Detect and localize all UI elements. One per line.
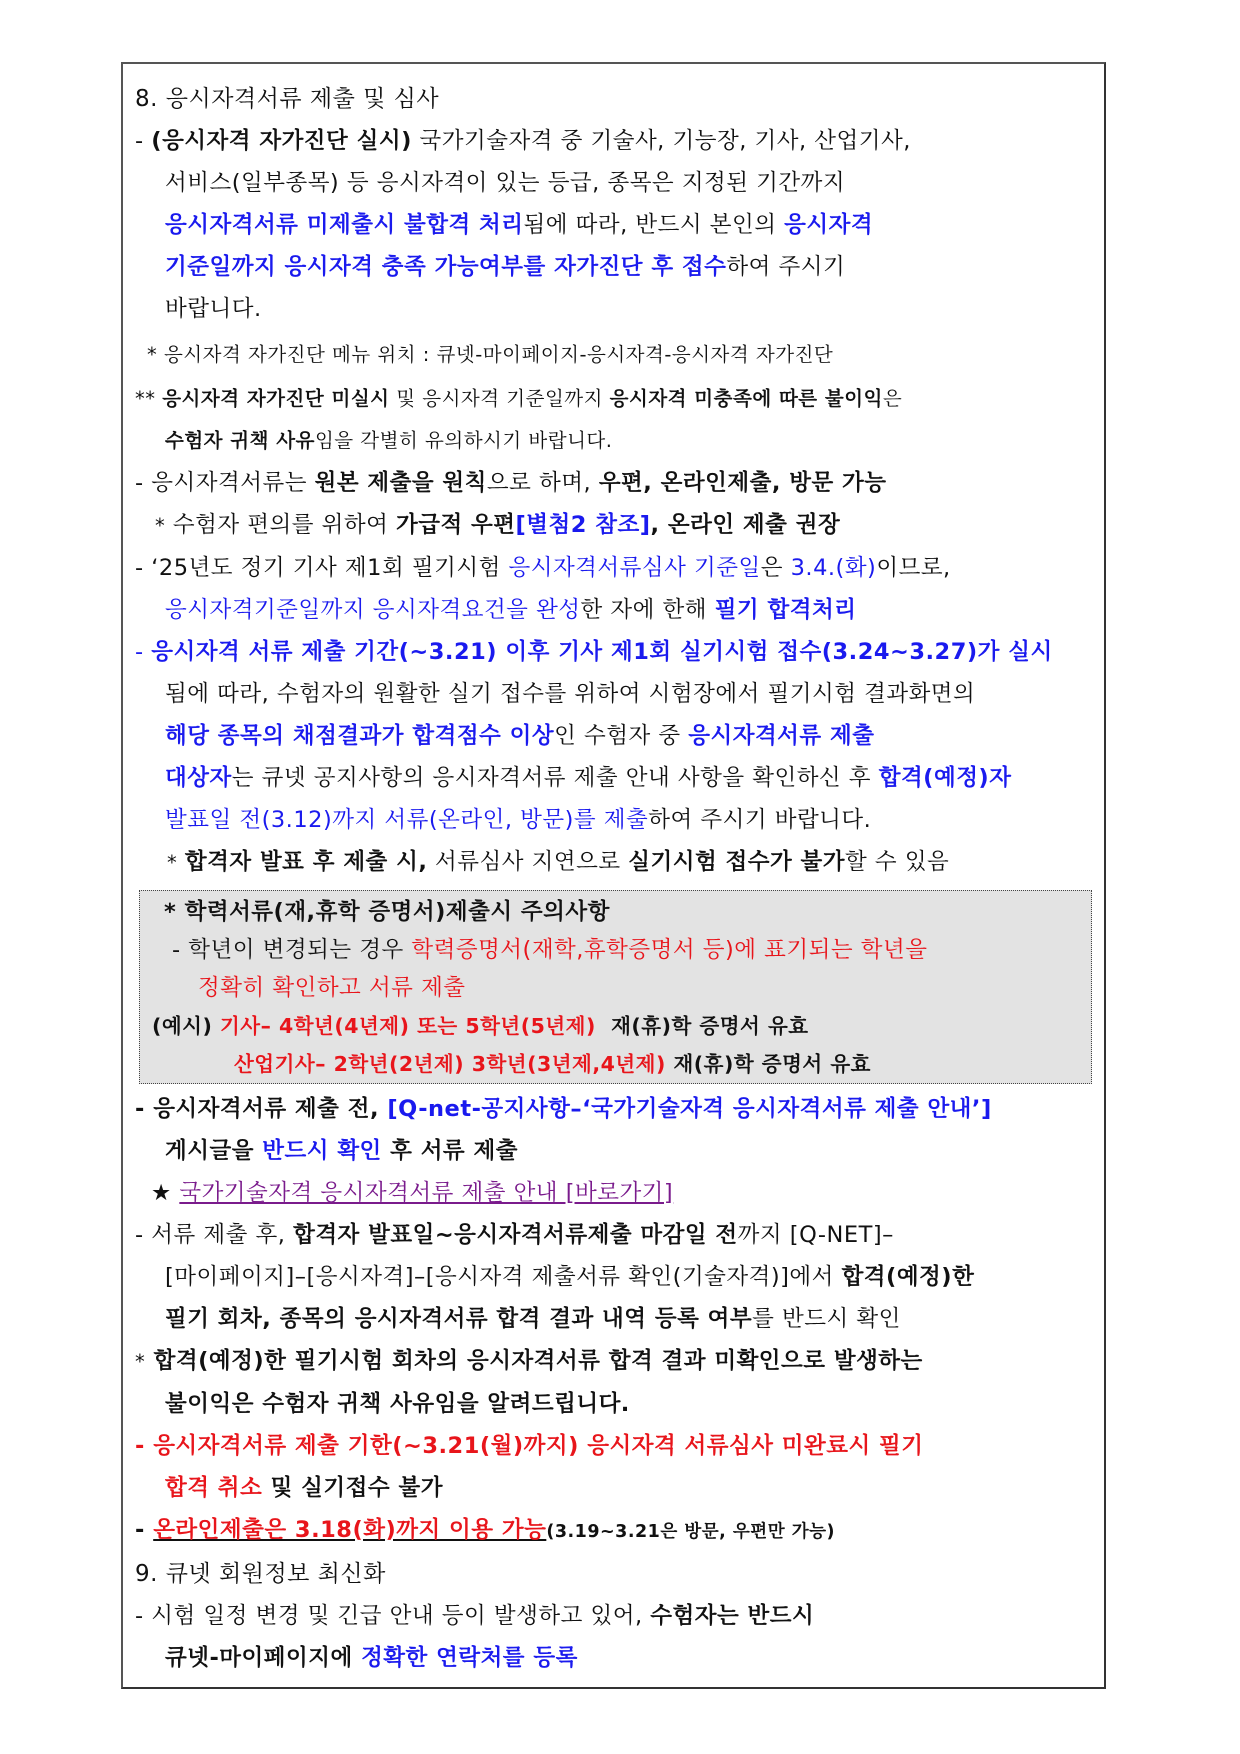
dash: - (135, 470, 144, 496)
submission-guide-link[interactable]: 국가기술자격 응시자격서류 제출 안내 [바로가기] (179, 1180, 674, 1206)
highlight-red: 산업기사– 2학년(2년제) 3학년(3년제,4년제) (234, 1052, 666, 1076)
after-submit-line-1 (135, 1214, 1092, 1256)
note-penalty-line-2 (135, 420, 1092, 462)
bold-text: 게시글을 (165, 1138, 263, 1164)
dash: - (135, 128, 144, 154)
bold-text: 응시자격 미충족에 따른 불이익 (609, 387, 883, 410)
text: 및 응시자격 기준일까지 (389, 387, 610, 410)
period-line-4 (135, 757, 1092, 799)
bold-text: 합격자 발표일~응시자격서류제출 마감일 전 (293, 1222, 738, 1248)
highlight-blue: 반드시 확인 (262, 1138, 382, 1164)
edu-box-line-2: 정확히 확인하고 서류 제출 (198, 975, 466, 1001)
document-frame (121, 62, 1106, 1689)
section-8-title: 8. 응시자격서류 제출 및 심사 (135, 86, 440, 112)
highlight-blue: 응시자격서류심사 기준일 (508, 555, 761, 581)
document-content (135, 78, 1092, 1679)
text: 시험 일정 변경 및 긴급 안내 등이 발생하고 있어, (151, 1603, 651, 1629)
text: 인 수험자 중 (554, 723, 689, 749)
text: 으로 하며, (486, 470, 599, 496)
dash: - (135, 639, 144, 665)
bold-text: 응시자격서류 제출 전, (153, 1096, 380, 1122)
dash: - (135, 1433, 145, 1459)
bold-text: 큐넷-마이페이지에 (165, 1645, 362, 1671)
self-check-line-3 (135, 204, 1092, 246)
shortcut-line (135, 1172, 1092, 1214)
self-check-line-2: 서비스(일부종목) 등 응시자격이 있는 등급, 종목은 지정된 기간까지 (165, 170, 846, 196)
star-icon: ★ (151, 1180, 172, 1206)
small-note: (3.19~3.21은 방문, 우편만 가능) (546, 1522, 836, 1542)
highlight-red: 학력증명서(재학,휴학증명서 등)에 표기되는 학년을 (411, 937, 928, 963)
text: 할 수 있음 (845, 849, 950, 875)
self-check-line-5: 바랍니다. (165, 296, 262, 322)
online-deadline-line (135, 1509, 1092, 1553)
period-line-5 (135, 799, 1092, 841)
text: 는 큐넷 공지사항의 응시자격서류 제출 안내 사항을 확인하신 후 (231, 765, 879, 791)
section-9-line-2 (135, 1637, 1092, 1679)
bold-text: 합격(예정)한 (841, 1264, 975, 1290)
education-docs-notice-box (139, 890, 1092, 1084)
asterisk: * (135, 1350, 146, 1373)
text: 국가기술자격 중 기술사, 기능장, 기사, 산업기사, (411, 128, 911, 154)
highlight-blue: 응시자격서류 제출 (688, 723, 875, 749)
highlight-blue: 해당 종목의 채점결과가 합격점수 이상 (165, 723, 555, 749)
deadline-line-2 (135, 1467, 1092, 1509)
highlight-blue: 대상자 (165, 765, 232, 791)
dash: - (135, 1517, 145, 1543)
text: 응시자격 자가진단 메뉴 위치 : 큐넷-마이페이지-응시자격-응시자격 자가진단 (163, 343, 834, 366)
highlight-blue: 응시자격기준일까지 응시자격요건을 완성 (165, 597, 581, 623)
double-asterisk: ** (135, 387, 156, 410)
dash: - (135, 1096, 145, 1122)
base-date-line-2 (135, 589, 1092, 631)
text: ‘25년도 정기 기사 제1회 필기시험 (151, 555, 509, 581)
text: 은 (882, 387, 903, 410)
text: 학년이 변경되는 경우 (188, 937, 412, 963)
text: 를 반드시 확인 (752, 1306, 901, 1332)
asterisk: * (155, 514, 166, 537)
unconfirmed-line-1 (135, 1340, 1092, 1383)
section-9-line-1 (135, 1595, 1092, 1637)
highlight-blue: 기준일까지 응시자격 충족 가능여부를 자가진단 후 접수 (165, 254, 727, 280)
text: 하여 주시기 바랍니다. (648, 807, 872, 833)
period-note (135, 841, 1092, 884)
base-date-line-1 (135, 547, 1092, 589)
before-submit-line-2 (135, 1130, 1092, 1172)
bold-text: 응시자격 자가진단 미실시 (162, 387, 390, 410)
asterisk: * (167, 851, 178, 874)
bold-text: 합격(예정)한 필기시험 회차의 응시자격서류 합격 결과 미확인으로 발생하는 (153, 1348, 923, 1374)
highlight-blue: 응시자격 서류 제출 기간(~3.21) 이후 기사 제1회 실기시험 접수(3.24~3.27)가 실시 (151, 639, 1053, 665)
original-docs-note (135, 504, 1092, 547)
highlight-red: 응시자격서류 제출 기한(~3.21(월)까지) 응시자격 서류심사 미완료시 필기 (153, 1433, 924, 1459)
text: 됨에 따라, 반드시 본인의 (523, 212, 785, 238)
edu-box-line-1 (152, 931, 1083, 969)
text: 응시자격서류는 (151, 470, 315, 496)
asterisk: * (147, 343, 158, 366)
text: 까지 [Q-NET]– (737, 1222, 894, 1248)
dash: - (135, 555, 144, 581)
highlight-red: 온라인제출은 3.18(화)까지 이용 가능 (153, 1517, 547, 1543)
self-check-lead: (응시자격 자가진단 실시) (151, 128, 412, 154)
text: 임을 각별히 유의하시기 바랍니다. (314, 429, 613, 452)
bold-text: 후 서류 제출 (381, 1138, 518, 1164)
text: 서류 제출 후, (151, 1222, 294, 1248)
period-line-1 (135, 631, 1092, 673)
edu-box-example-2 (152, 1045, 1083, 1083)
dash: - (135, 1603, 144, 1629)
highlight-blue: 응시자격 (784, 212, 874, 238)
dash: - (135, 1222, 144, 1248)
edu-box-example-1 (152, 1007, 1083, 1045)
bold-text: , 온라인 제출 권장 (650, 512, 841, 538)
text: 재(휴)학 증명서 유효 (673, 1052, 871, 1076)
highlight-blue: 필기 합격처리 (714, 597, 857, 623)
bold-text: 원본 제출을 원칙 (314, 470, 487, 496)
note-penalty-line-1 (135, 378, 1092, 420)
bold-text: 가급적 우편 (395, 512, 516, 538)
highlight-blue: 응시자격서류 미제출시 불합격 처리 (165, 212, 524, 238)
highlight-red: 기사– 4학년(4년제) 또는 5학년(5년제) (220, 1014, 596, 1038)
bold-text: 수험자는 반드시 (650, 1603, 815, 1629)
example-label: (예시) (152, 1014, 213, 1038)
section-9-title: 9. 큐넷 회원정보 최신화 (135, 1561, 386, 1587)
bold-text: 우편, 온라인제출, 방문 가능 (598, 470, 887, 496)
self-check-line-1 (135, 120, 1092, 162)
highlight-blue: 발표일 전(3.12)까지 서류(온라인, 방문)를 제출 (165, 807, 649, 833)
notice-reference: [Q-net-공지사항–‘국가기술자격 응시자격서류 제출 안내’] (387, 1096, 992, 1122)
bold-text: 필기 회차, 종목의 응시자격서류 합격 결과 내역 등록 여부 (165, 1306, 753, 1332)
after-submit-line-3 (135, 1298, 1092, 1340)
dash: - (172, 937, 181, 963)
after-submit-line-2 (135, 1256, 1092, 1298)
text: 이므로, (876, 555, 951, 581)
highlight-blue: 3.4.(화) (790, 555, 877, 581)
edu-box-title: * 학력서류(재,휴학 증명서)제출시 주의사항 (164, 899, 610, 925)
original-docs-line (135, 462, 1092, 504)
bold-text: 및 실기접수 불가 (262, 1475, 443, 1501)
highlight-blue: 정확한 연락처를 등록 (361, 1645, 578, 1671)
before-submit-line-1 (135, 1088, 1092, 1130)
bold-text: 합격자 발표 후 제출 시, (184, 849, 428, 875)
text: [마이페이지]–[응시자격]–[응시자격 제출서류 확인(기술자격)]에서 (165, 1264, 842, 1290)
unconfirmed-line-2: 불이익은 수험자 귀책 사유임을 알려드립니다. (165, 1391, 630, 1417)
text: 하여 주시기 (726, 254, 846, 280)
period-line-2: 됨에 따라, 수험자의 원활한 실기 접수를 위하여 시험장에서 필기시험 결과화면의 (165, 681, 976, 707)
text: 은 (760, 555, 791, 581)
text: 서류심사 지연으로 (427, 849, 629, 875)
self-check-line-4 (135, 246, 1092, 288)
deadline-line-1 (135, 1425, 1092, 1467)
text: 한 자에 한해 (580, 597, 715, 623)
highlight-red: 합격 취소 (165, 1475, 263, 1501)
text: 재(휴)학 증명서 유효 (611, 1014, 809, 1038)
bold-text: 실기시험 접수가 불가 (628, 849, 846, 875)
attachment-ref: [별첨2 참조] (515, 512, 651, 538)
bold-text: 수험자 귀책 사유 (165, 429, 315, 452)
highlight-blue: 합격(예정)자 (878, 765, 1012, 791)
period-line-3 (135, 715, 1092, 757)
note-menu-location (135, 334, 1092, 376)
text: 수험자 편의를 위하여 (172, 512, 396, 538)
